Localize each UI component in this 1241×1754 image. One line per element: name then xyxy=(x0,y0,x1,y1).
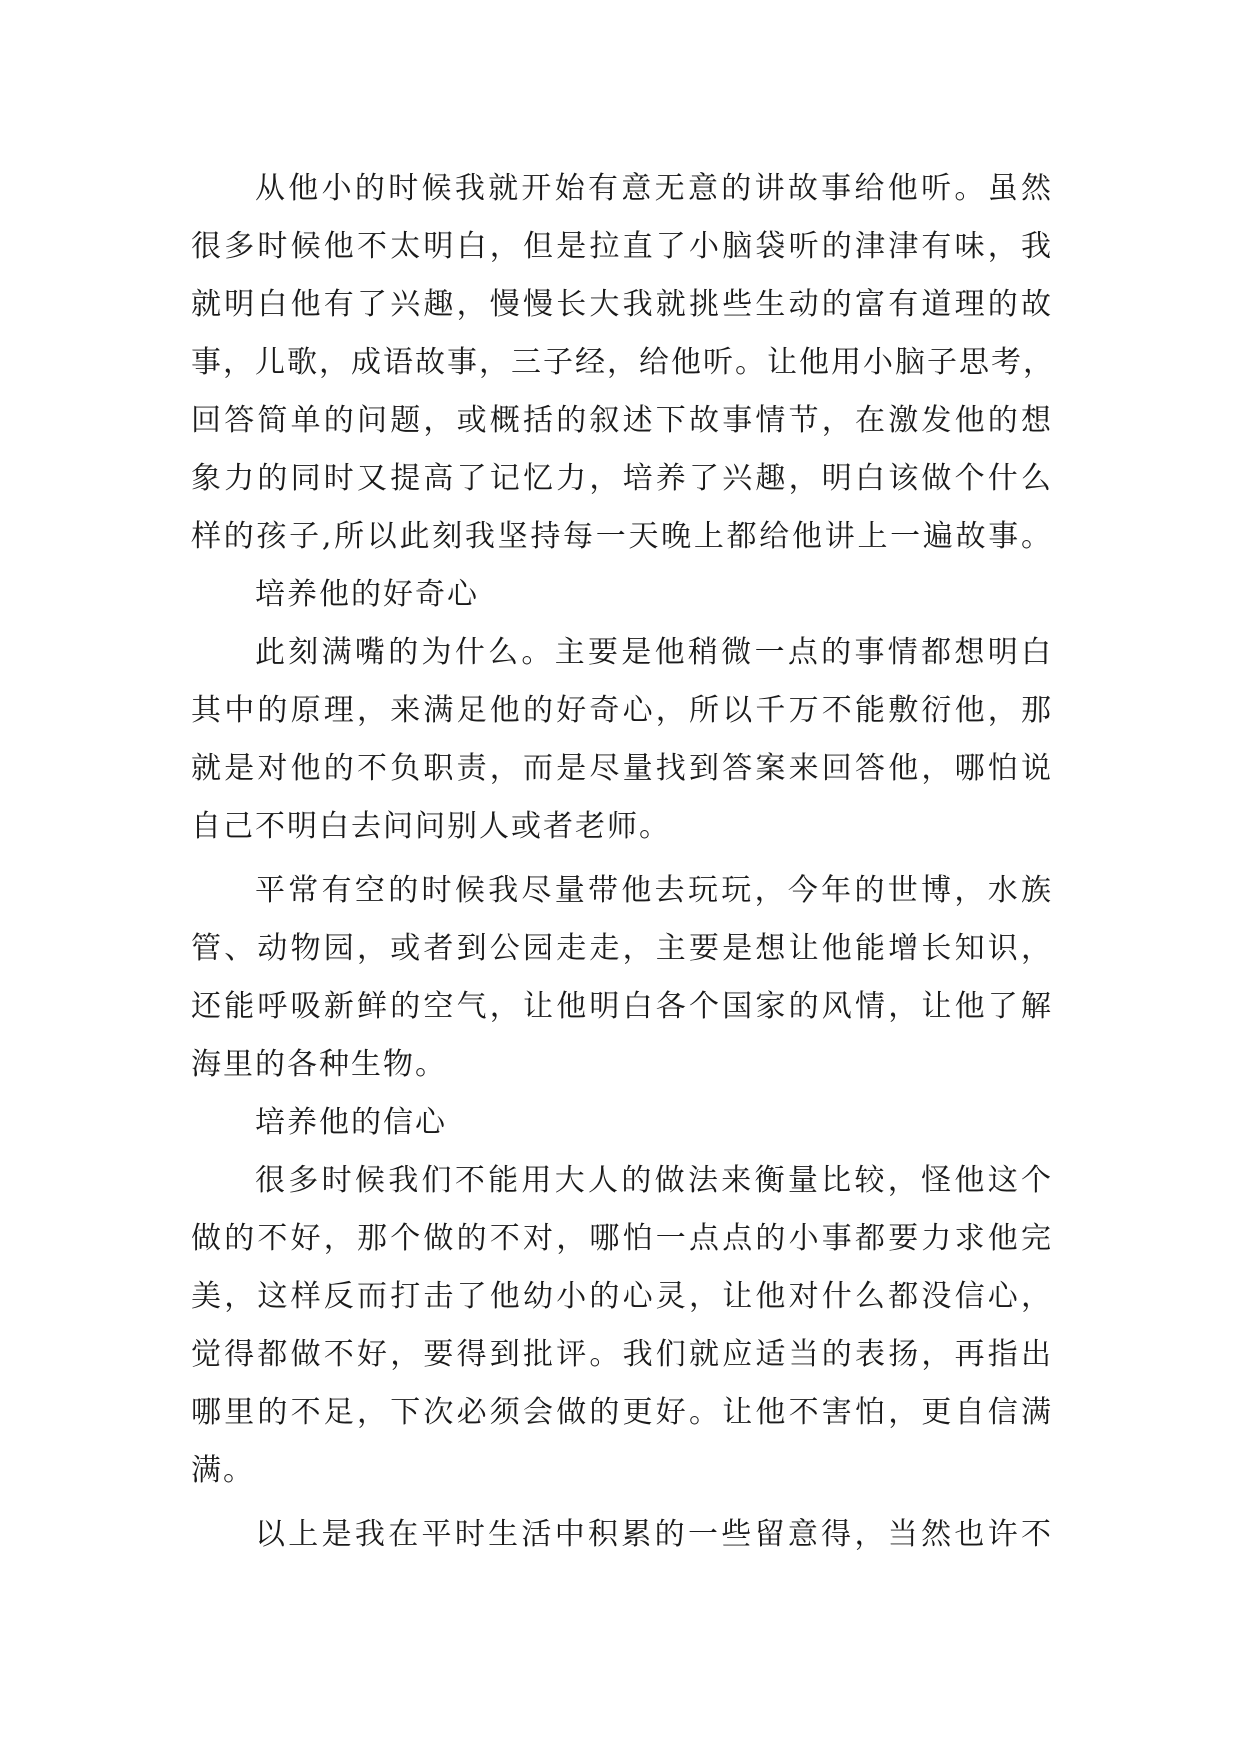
text-line: 其中的原理，来满足他的好奇心，所以千万不能敷衍他，那 xyxy=(191,693,1053,728)
text-line: 从他小的时候我就开始有意无意的讲故事给他听。虽然 xyxy=(255,171,1053,206)
document-body xyxy=(191,160,1053,1564)
text-line: 象力的同时又提高了记忆力，培养了兴趣，明白该做个什么 xyxy=(191,461,1053,496)
paragraph-storytelling xyxy=(191,160,1053,566)
text-line: 平常有空的时候我尽量带他去玩玩，今年的世博，水族 xyxy=(255,873,1053,908)
paragraph-confidence xyxy=(191,1152,1053,1500)
paragraph-conclusion xyxy=(191,1506,1053,1564)
text-line: 就是对他的不负职责，而是尽量找到答案来回答他，哪怕说 xyxy=(191,751,1053,786)
text-line: 还能呼吸新鲜的空气，让他明白各个国家的风情，让他了解 xyxy=(191,989,1053,1024)
paragraph-curiosity xyxy=(191,624,1053,856)
heading-text: 培养他的信心 xyxy=(255,1105,447,1140)
text-line: 样的孩子,所以此刻我坚持每一天晚上都给他讲上一遍故事。 xyxy=(191,519,1053,554)
text-line: 管、动物园，或者到公园走走，主要是想让他能增长知识， xyxy=(191,931,1053,966)
text-line: 很多时候我们不能用大人的做法来衡量比较，怪他这个 xyxy=(255,1163,1053,1198)
heading-text: 培养他的好奇心 xyxy=(255,577,479,612)
text-line: 就明白他有了兴趣，慢慢长大我就挑些生动的富有道理的故 xyxy=(191,287,1053,322)
section-heading-confidence xyxy=(191,1094,1053,1152)
text-line: 此刻满嘴的为什么。主要是他稍微一点的事情都想明白 xyxy=(255,635,1053,670)
text-line: 回答简单的问题，或概括的叙述下故事情节，在激发他的想 xyxy=(191,403,1053,438)
text-line: 以上是我在平时生活中积累的一些留意得，当然也许不 xyxy=(255,1517,1053,1552)
text-line: 海里的各种生物。 xyxy=(191,1047,447,1082)
paragraph-outings xyxy=(191,862,1053,1094)
text-line: 觉得都做不好，要得到批评。我们就应适当的表扬，再指出 xyxy=(191,1337,1053,1372)
text-line: 很多时候他不太明白，但是拉直了小脑袋听的津津有味，我 xyxy=(191,229,1053,264)
section-heading-curiosity xyxy=(191,566,1053,624)
text-line: 哪里的不足，下次必须会做的更好。让他不害怕，更自信满 xyxy=(191,1395,1053,1430)
text-line: 满。 xyxy=(191,1453,255,1488)
text-line: 做的不好，那个做的不对，哪怕一点点的小事都要力求他完 xyxy=(191,1221,1053,1256)
text-line: 美，这样反而打击了他幼小的心灵，让他对什么都没信心， xyxy=(191,1279,1053,1314)
text-line: 自己不明白去问问别人或者老师。 xyxy=(191,809,671,844)
text-line: 事，儿歌，成语故事，三子经，给他听。让他用小脑子思考， xyxy=(191,345,1055,380)
